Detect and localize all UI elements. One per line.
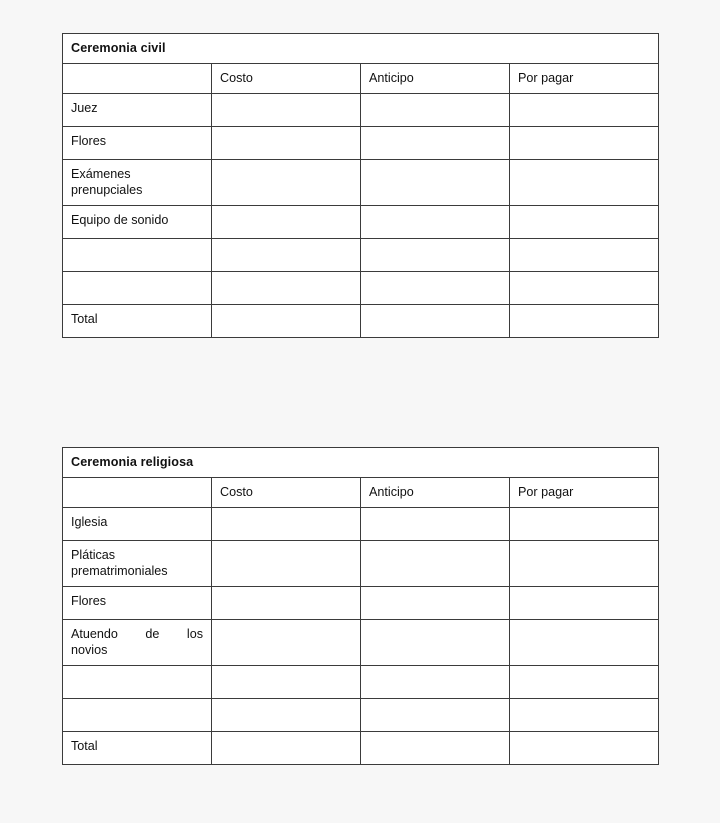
row-label-flores: Flores [63, 586, 212, 619]
budget-table-ceremonia-religiosa [62, 447, 659, 765]
cell-costo[interactable] [212, 699, 361, 732]
table-row [63, 540, 659, 586]
row-label-line: novios [71, 643, 108, 658]
cell-por-pagar[interactable] [510, 159, 659, 205]
table-row [63, 271, 659, 304]
column-header-anticipo: Anticipo [361, 477, 510, 507]
column-header-costo: Costo [212, 477, 361, 507]
row-label-platicas-prematrimoniales [63, 540, 212, 586]
row-label-line: prenupciales [71, 183, 143, 198]
cell-anticipo[interactable] [361, 205, 510, 238]
cell-anticipo[interactable] [361, 666, 510, 699]
cell-por-pagar[interactable] [510, 540, 659, 586]
cell-por-pagar[interactable] [510, 271, 659, 304]
row-label-empty[interactable] [63, 238, 212, 271]
table-row [63, 93, 659, 126]
table-header-row [63, 63, 659, 93]
table-row [63, 238, 659, 271]
cell-costo[interactable] [212, 271, 361, 304]
cell-por-pagar[interactable] [510, 619, 659, 665]
table-row-total [63, 732, 659, 765]
row-label-empty[interactable] [63, 699, 212, 732]
cell-anticipo[interactable] [361, 507, 510, 540]
cell-costo[interactable] [212, 666, 361, 699]
column-header-blank [63, 477, 212, 507]
cell-anticipo[interactable] [361, 126, 510, 159]
row-label-flores: Flores [63, 126, 212, 159]
cell-costo[interactable] [212, 159, 361, 205]
column-header-blank [63, 63, 212, 93]
cell-total-costo[interactable] [212, 304, 361, 337]
cell-por-pagar[interactable] [510, 507, 659, 540]
row-label-total: Total [63, 304, 212, 337]
table-header-row [63, 477, 659, 507]
row-label-empty[interactable] [63, 271, 212, 304]
cell-por-pagar[interactable] [510, 238, 659, 271]
column-header-por-pagar: Por pagar [510, 477, 659, 507]
cell-costo[interactable] [212, 238, 361, 271]
row-label-iglesia: Iglesia [63, 507, 212, 540]
budget-table-ceremonia-civil [62, 33, 659, 338]
table-title: Ceremonia civil [63, 34, 659, 64]
table-title-row [63, 448, 659, 478]
cell-total-anticipo[interactable] [361, 732, 510, 765]
cell-total-costo[interactable] [212, 732, 361, 765]
cell-anticipo[interactable] [361, 271, 510, 304]
row-label-atuendo-de-los-novios [63, 619, 212, 665]
cell-costo[interactable] [212, 126, 361, 159]
cell-total-anticipo[interactable] [361, 304, 510, 337]
row-label-line: Pláticas [71, 547, 116, 562]
cell-costo[interactable] [212, 586, 361, 619]
cell-costo[interactable] [212, 93, 361, 126]
table-title: Ceremonia religiosa [63, 448, 659, 478]
cell-total-por-pagar[interactable] [510, 304, 659, 337]
cell-por-pagar[interactable] [510, 699, 659, 732]
cell-anticipo[interactable] [361, 159, 510, 205]
cell-anticipo[interactable] [361, 238, 510, 271]
table-row [63, 586, 659, 619]
cell-anticipo[interactable] [361, 93, 510, 126]
cell-anticipo[interactable] [361, 699, 510, 732]
cell-anticipo[interactable] [361, 586, 510, 619]
table-title-row [63, 34, 659, 64]
column-header-anticipo: Anticipo [361, 63, 510, 93]
cell-costo[interactable] [212, 205, 361, 238]
row-label-total: Total [63, 732, 212, 765]
cell-costo[interactable] [212, 507, 361, 540]
table-row [63, 507, 659, 540]
row-label-line: Exámenes [71, 166, 131, 181]
table-row [63, 619, 659, 665]
cell-por-pagar[interactable] [510, 666, 659, 699]
column-header-costo: Costo [212, 63, 361, 93]
table-row [63, 699, 659, 732]
row-label-empty[interactable] [63, 666, 212, 699]
row-label-juez: Juez [63, 93, 212, 126]
table-row [63, 126, 659, 159]
cell-por-pagar[interactable] [510, 205, 659, 238]
cell-por-pagar[interactable] [510, 126, 659, 159]
table-row-total [63, 304, 659, 337]
row-label-equipo-de-sonido: Equipo de sonido [63, 205, 212, 238]
cell-costo[interactable] [212, 619, 361, 665]
cell-por-pagar[interactable] [510, 586, 659, 619]
table-row [63, 159, 659, 205]
column-header-por-pagar: Por pagar [510, 63, 659, 93]
row-label-examenes-prenupciales [63, 159, 212, 205]
cell-anticipo[interactable] [361, 540, 510, 586]
cell-total-por-pagar[interactable] [510, 732, 659, 765]
table-row [63, 205, 659, 238]
cell-por-pagar[interactable] [510, 93, 659, 126]
table-row [63, 666, 659, 699]
cell-anticipo[interactable] [361, 619, 510, 665]
row-label-line: prematrimoniales [71, 564, 168, 579]
cell-costo[interactable] [212, 540, 361, 586]
row-label-line: Atuendo de los [71, 626, 203, 641]
